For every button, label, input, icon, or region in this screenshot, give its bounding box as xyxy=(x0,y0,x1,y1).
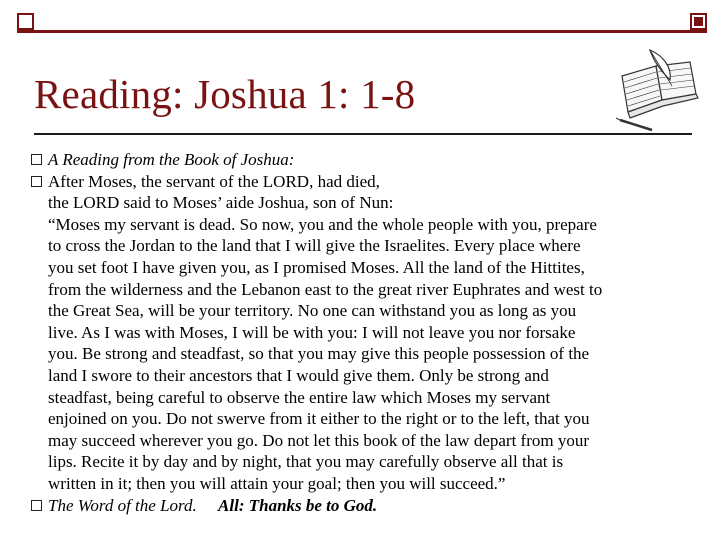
closing-text: The Word of the Lord. xyxy=(48,495,197,515)
response-text: All: Thanks be to God. xyxy=(218,495,378,515)
reading-line: from the wilderness and the Lebanon east to the great river Euphrates and west to xyxy=(48,279,603,299)
bullet-intro xyxy=(31,149,711,171)
reading-line: lips. Recite it by day and by night, that you may carefully observe all that is xyxy=(48,452,564,472)
reading-line: you set foot I have given you, as I promised Moses. All the land of the Hittites, xyxy=(48,257,585,277)
open-book-with-quill-icon xyxy=(612,46,702,132)
square-bullet-icon xyxy=(31,500,42,511)
reading-line: land I swore to their ancestors that I would give them. Only be strong and xyxy=(48,365,549,385)
reading-line: live. As I was with Moses, I will be with you: I will not leave you nor forsake xyxy=(48,322,576,342)
reading-line: the LORD said to Moses’ aide Joshua, son of Nun: xyxy=(48,193,394,213)
top-bar-right-square-icon xyxy=(690,13,707,30)
reading-line: to cross the Jordan to the land that I will give the Israelites. Every place where xyxy=(48,236,581,256)
reading-line: enjoined on you. Do not swerve from it either to the right or to the left, that you xyxy=(48,409,590,429)
square-bullet-icon xyxy=(31,176,42,187)
slide-title: Reading: Joshua 1: 1-8 xyxy=(34,71,416,117)
bullet-closing xyxy=(31,495,711,517)
square-bullet-icon xyxy=(31,154,42,165)
reading-content xyxy=(31,149,711,516)
bullet-reading-text xyxy=(31,171,711,495)
reading-line: “Moses my servant is dead. So now, you and the whole people with you, prepare xyxy=(48,214,597,234)
title-divider xyxy=(34,133,692,135)
top-bar-left-square-icon xyxy=(17,13,34,30)
top-bar-line xyxy=(17,30,707,33)
reading-line: the Great Sea, will be your territory. No one can withstand you as long as you xyxy=(48,301,577,321)
reading-line: After Moses, the servant of the LORD, had died, xyxy=(48,171,380,191)
top-decorative-bar xyxy=(17,12,707,40)
closing-line xyxy=(48,495,711,517)
reading-line: steadfast, being careful to observe the entire law which Moses my servant xyxy=(48,387,551,407)
reading-line: may succeed wherever you go. Do not let this book of the law depart from your xyxy=(48,430,590,450)
reading-line: you. Be strong and steadfast, so that you may give this people possession of the xyxy=(48,344,590,364)
reading-line: written in it; then you will attain your goal; then you will succeed.” xyxy=(48,473,506,493)
reading-intro: A Reading from the Book of Joshua: xyxy=(48,150,295,169)
